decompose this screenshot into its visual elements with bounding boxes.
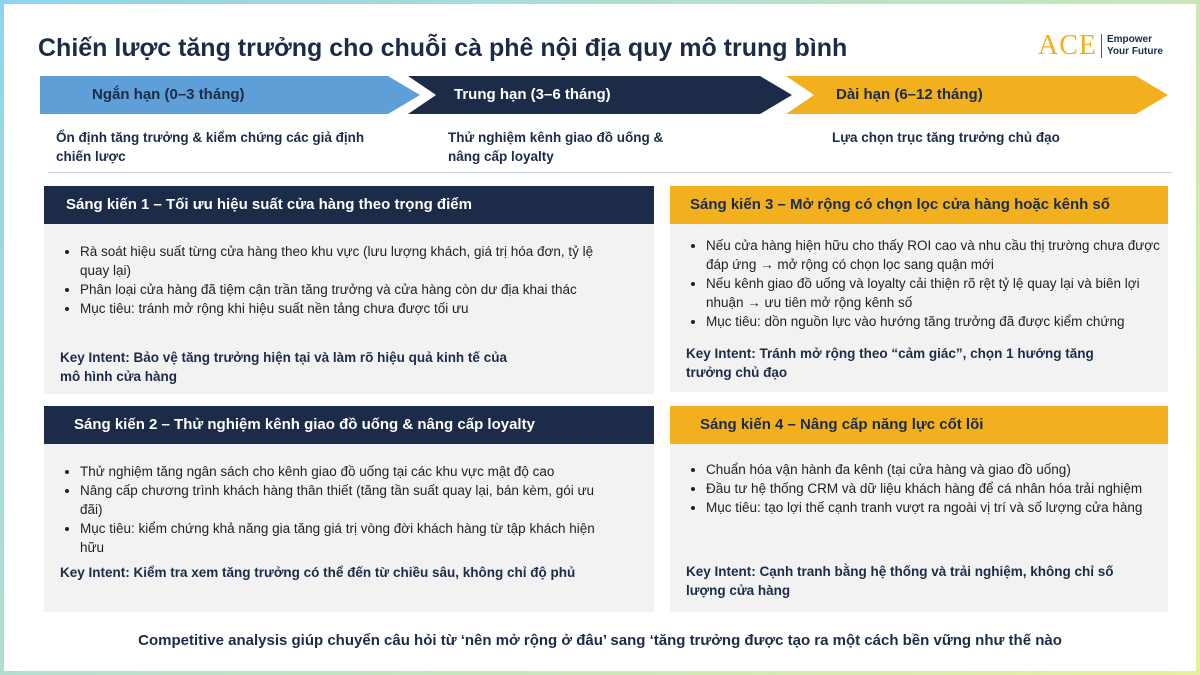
- initiative-title: Sáng kiến 4 – Nâng cấp năng lực cốt lõi: [670, 406, 1168, 444]
- logo-tagline-line-2: Your Future: [1107, 46, 1163, 57]
- slide: [4, 4, 1196, 671]
- initiative-card-4: [670, 406, 1168, 612]
- divider-line: [48, 172, 1172, 173]
- key-intent: Key Intent: Cạnh tranh bằng hệ thống và trải nghiệm, không chỉ số lượng cửa hàng: [686, 564, 1114, 598]
- initiative-card-3: [670, 186, 1168, 392]
- initiative-bullets: [688, 460, 1156, 517]
- logo-tagline: [1107, 34, 1163, 58]
- ace-logo: [1038, 30, 1163, 62]
- bullet-item: • Mục tiêu: dồn nguồn lực vào hướng tăng trưởng đã được kiểm chứng: [706, 312, 1178, 331]
- logo-mark: ACE: [1038, 30, 1097, 61]
- initiative-title: Sáng kiến 3 – Mở rộng có chọn lọc cửa hàng hoặc kênh số: [670, 186, 1168, 224]
- bullet-item: • Nếu kênh giao đồ uống và loyalty cải thiện rõ rệt tỷ lệ quay lại và biên lợi nhuận → ưu tiên mở rộng kênh số: [706, 274, 1178, 312]
- initiative-card-2: [44, 406, 654, 612]
- phase-arrow-mid-term: [408, 76, 792, 114]
- phase-label-short-term: Ngắn hạn (0–3 tháng): [92, 86, 245, 103]
- key-intent: Key Intent: Kiểm tra xem tăng trưởng có thể đến từ chiều sâu, không chỉ độ phủ: [60, 565, 576, 580]
- initiative-bullets: [62, 242, 620, 318]
- phase-label-mid-term: Trung hạn (3–6 tháng): [454, 86, 611, 103]
- phase-description-short-term: Ổn định tăng trưởng & kiểm chứng các giả định chiến lược: [56, 130, 365, 164]
- logo-divider: [1101, 34, 1102, 58]
- bullet-item: • Mục tiêu: kiểm chứng khả năng gia tăng giá trị vòng đời khách hàng từ tập khách hiện hữu: [80, 519, 620, 557]
- bullet-item: • Nếu cửa hàng hiện hữu cho thấy ROI cao và nhu cầu thị trường chưa được đáp ứng → mở rộng có chọn lọc sang quận mới: [706, 236, 1178, 274]
- phase-arrow-short-term: [40, 76, 420, 114]
- initiative-title: Sáng kiến 2 – Thử nghiệm kênh giao đồ uống & nâng cấp loyalty: [44, 406, 654, 444]
- phase-arrow-long-term: [786, 76, 1168, 114]
- conclusion-text: Competitive analysis giúp chuyển câu hỏi từ ‘nên mở rộng ở đâu’ sang ‘tăng trưởng được tạo ra một cách bền vững như thế nào: [138, 632, 1062, 649]
- initiative-bullets: [688, 236, 1178, 331]
- initiative-title: Sáng kiến 1 – Tối ưu hiệu suất cửa hàng theo trọng điểm: [44, 186, 654, 224]
- slide-title: Chiến lược tăng trưởng cho chuỗi cà phê nội địa quy mô trung bình: [38, 34, 848, 62]
- key-intent: Key Intent: Bảo vệ tăng trưởng hiện tại và làm rõ hiệu quả kinh tế của mô hình cửa hàng: [60, 350, 507, 384]
- bullet-item: • Đầu tư hệ thống CRM và dữ liệu khách hàng để cá nhân hóa trải nghiệm: [706, 479, 1156, 498]
- key-intent: Key Intent: Tránh mở rộng theo “cảm giác”, chọn 1 hướng tăng trưởng chủ đạo: [686, 346, 1094, 380]
- bullet-item: • Chuẩn hóa vận hành đa kênh (tại cửa hàng và giao đồ uống): [706, 460, 1156, 479]
- initiative-bullets: [62, 462, 620, 557]
- phase-label-long-term: Dài hạn (6–12 tháng): [836, 86, 983, 103]
- bullet-item: • Mục tiêu: tránh mở rộng khi hiệu suất nền tảng chưa được tối ưu: [80, 299, 620, 318]
- logo-tagline-line-1: Empower: [1107, 34, 1153, 45]
- phase-description-mid-term: Thử nghiệm kênh giao đồ uống & nâng cấp loyalty: [448, 130, 664, 164]
- bullet-item: • Rà soát hiệu suất từng cửa hàng theo khu vực (lưu lượng khách, giá trị hóa đơn, tỷ lệ quay lại): [80, 242, 620, 280]
- phase-description-long-term: Lựa chọn trục tăng trưởng chủ đạo: [832, 130, 1060, 145]
- bullet-item: • Mục tiêu: tạo lợi thế cạnh tranh vượt ra ngoài vị trí và số lượng cửa hàng: [706, 498, 1156, 517]
- initiative-card-1: [44, 186, 654, 394]
- bullet-item: • Thử nghiệm tăng ngân sách cho kênh giao đồ uống tại các khu vực mật độ cao: [80, 462, 620, 481]
- bullet-item: • Nâng cấp chương trình khách hàng thân thiết (tăng tần suất quay lại, bán kèm, gói ưu đãi): [80, 481, 620, 519]
- bullet-item: • Phân loại cửa hàng đã tiệm cận trần tăng trưởng và cửa hàng còn dư địa khai thác: [80, 280, 620, 299]
